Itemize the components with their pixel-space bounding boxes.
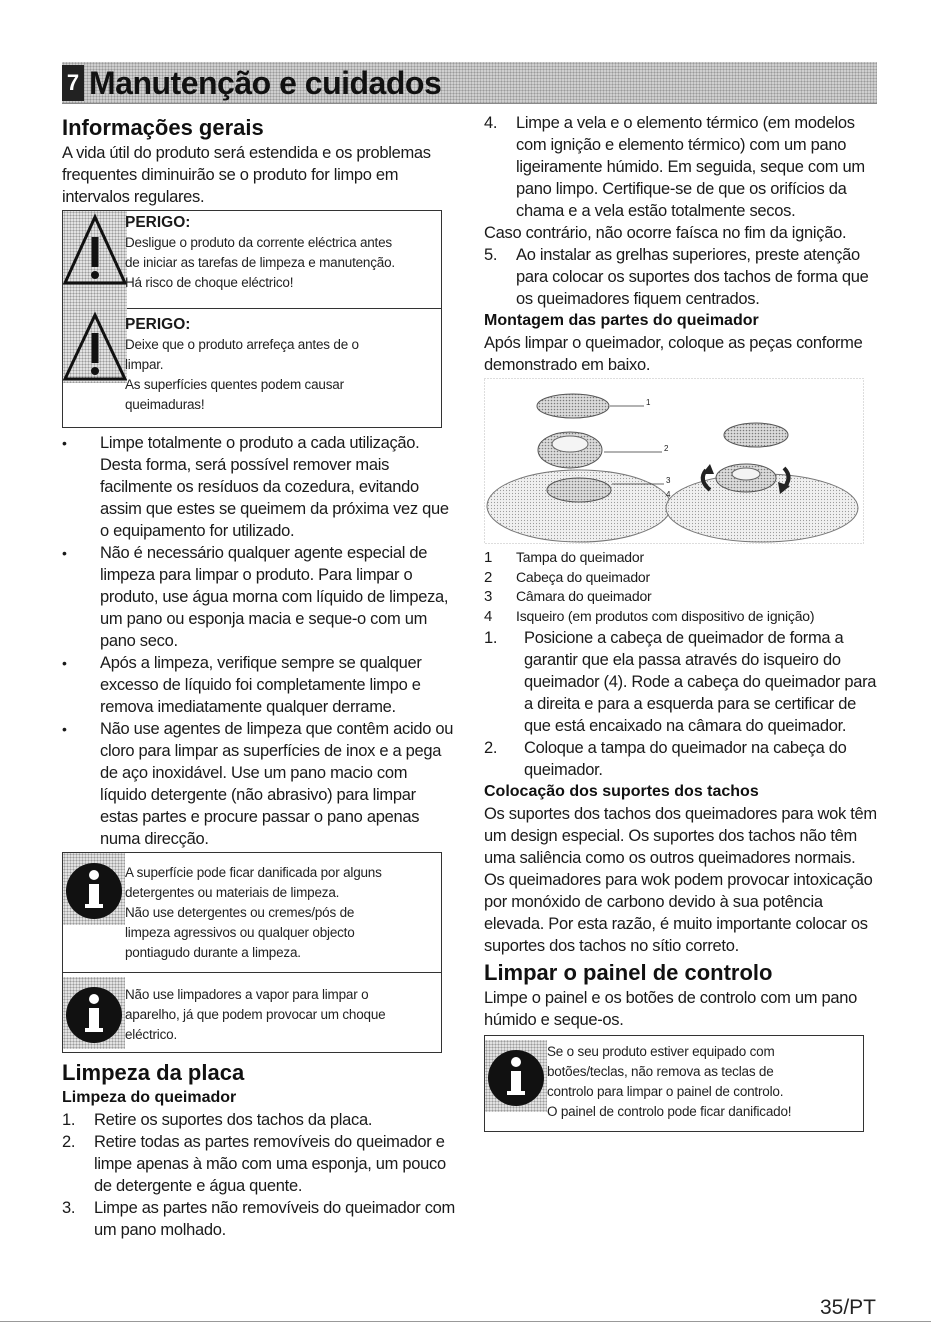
list-item: 4. Limpe a vela e o elemento térmico (em modelos com ignição e elemento térmico) com um pano ligeiramente húmido. Em seguida, seque com um pano limpo. Certifique-se de que os orifícios da chama e a vela estão totalmente secos.	[484, 114, 865, 220]
general-info-intro: A vida útil do produto será estendida e os problemas frequentes diminuirão se o produto for limpo em intervalos regulares.	[62, 144, 431, 206]
bottom-rule	[0, 1321, 931, 1322]
info-line: eléctrico.	[125, 1027, 178, 1042]
info-line: controlo para limpar o painel de controlo.	[547, 1084, 784, 1099]
control-panel-title: Limpar o painel de controlo	[484, 960, 773, 985]
assembly-steps	[484, 627, 877, 781]
pan-support-title: Colocação dos suportes dos tachos	[484, 783, 759, 800]
danger-title: PERIGO:	[125, 214, 191, 231]
chapter-header	[62, 62, 877, 104]
list-item: • Limpe totalmente o produto a cada utilização. Desta forma, será possível remover mais facilmente os resíduos da cozedura, evitando assim que estes se queimem da próxima vez que o equipamento for utilizado.	[62, 432, 457, 542]
burner-cleaning-steps	[62, 1109, 457, 1241]
info-icon	[485, 1040, 547, 1112]
info-line: Não use limpadores a vapor para limpar o	[125, 987, 369, 1002]
info-line: aparelho, já que podem provocar um choque	[125, 1007, 386, 1022]
list-item: 1. Posicione a cabeça de queimador de forma a garantir que ela passa através do isqueiro do queimador (4). Rode a cabeça do queimador para a direita e para a esquerda para se certificar de que está encaixado na câmara do queimador.	[484, 629, 877, 735]
danger-line: de iniciar as tarefas de limpeza e manutenção.	[125, 255, 395, 270]
legend-item: 1 Tampa do queimador	[484, 549, 644, 566]
hob-cleaning-title: Limpeza da placa	[62, 1060, 245, 1085]
legend-item: 3 Câmara do queimador	[484, 588, 652, 605]
danger-title: PERIGO:	[125, 316, 191, 333]
general-info-title: Informações gerais	[62, 115, 264, 140]
info-line: O painel de controlo pode ficar danificado!	[547, 1104, 792, 1119]
figure-label: 2	[664, 444, 669, 453]
assembly-intro: Após limpar o queimador, coloque as peças conforme demonstrado em baixo.	[484, 334, 863, 374]
list-item: 5. Ao instalar as grelhas superiores, preste atenção para colocar os suportes dos tachos de forma que os queimadores fiquem centrados.	[484, 246, 869, 308]
danger-line: Desligue o produto da corrente eléctrica antes	[125, 235, 392, 250]
danger-box-electric	[62, 210, 442, 309]
warning-icon	[63, 309, 127, 383]
danger-line: Há risco de choque eléctrico!	[125, 275, 294, 290]
chapter-number: 7	[62, 65, 84, 101]
danger-line: queimaduras!	[125, 397, 205, 412]
info-line: detergentes ou materiais de limpeza.	[125, 885, 340, 900]
danger-line: Deixe que o produto arrefeça antes de o	[125, 337, 359, 352]
info-box-steam	[62, 973, 442, 1053]
info-icon	[63, 977, 125, 1049]
figure-label: 3	[666, 476, 671, 485]
left-column	[62, 112, 457, 1241]
info-box-surface	[62, 852, 442, 973]
danger-box-hot	[62, 309, 442, 428]
info-icon	[63, 853, 125, 925]
list-item: 1. Retire os suportes dos tachos da placa.	[62, 1111, 373, 1129]
list-item: 2. Coloque a tampa do queimador na cabeça do queimador.	[484, 739, 847, 779]
figure-label: 1	[646, 398, 651, 407]
chapter-title: Manutenção e cuidados	[89, 65, 442, 101]
list-item: • Não é necessário qualquer agente especial de limpeza para limpar o produto. Para limpar o produto, use água morna com líquido de limpeza, um pano ou esponja macia e seque-o com um pano seco.	[62, 542, 457, 652]
burner-assembly-figure	[484, 378, 864, 544]
info-line: A superfície pode ficar danificada por alguns	[125, 865, 382, 880]
figure-label: 4	[666, 490, 671, 499]
list-item: • Após a limpeza, verifique sempre se qualquer excesso de líquido foi completamente limpo e remova imediatamente qualquer derrame.	[62, 652, 457, 718]
info-line: pontiagudo durante a limpeza.	[125, 945, 301, 960]
burner-cleaning-steps-cont	[484, 112, 877, 222]
info-line: Se o seu produto estiver equipado com	[547, 1044, 775, 1059]
burner-cleaning-title: Limpeza do queimador	[62, 1089, 237, 1106]
info-box-control	[484, 1035, 864, 1132]
legend-item: 4 Isqueiro (em produtos com dispositivo de ignição)	[484, 607, 815, 625]
list-item: 2. Retire todas as partes removíveis do queimador e limpe apenas à mão com uma esponja, um pouco de detergente e água quente.	[62, 1133, 446, 1195]
danger-line: As superfícies quentes podem causar	[125, 377, 344, 392]
cleaning-tips-list	[62, 432, 457, 850]
info-line: Não use detergentes ou cremes/pós de	[125, 905, 355, 920]
legend-item: 2 Cabeça do queimador	[484, 568, 650, 586]
warning-icon	[63, 211, 127, 310]
list-item: • Não use agentes de limpeza que contêm acido ou cloro para limpar as superfícies de inox e a pega de aço inoxidável. Use um pano macio com líquido detergente (não abrasivo) para limpar estas partes e procure passar o pano apenas numa direcção.	[62, 718, 457, 850]
assembly-title: Montagem das partes do queimador	[484, 312, 759, 329]
page-number: 35/PT	[819, 1296, 876, 1319]
right-column	[484, 112, 877, 1132]
pan-support-text: Os suportes dos tachos dos queimadores para wok têm um design especial. Os suportes dos tachos não têm uma saliência como os outros queimadores normais. Os queimadores para wok podem provocar intoxicação por monóxido de carbono devido à sua potência elevada. Por esta razão, é muito importante colocar os suportes dos tachos no sítio correto.	[484, 805, 877, 955]
control-panel-text: Limpe o painel e os botões de controlo com um pano húmido e seque-os.	[484, 989, 857, 1029]
info-line: botões/teclas, não remova as teclas de	[547, 1064, 774, 1079]
info-line: limpeza agressivos ou qualquer objecto	[125, 925, 355, 940]
list-item: 3. Limpe as partes não removíveis do queimador com um pano molhado.	[62, 1199, 456, 1239]
grate-step	[484, 244, 877, 310]
figure-legend	[484, 548, 877, 626]
danger-line: limpar.	[125, 357, 164, 372]
spark-note: Caso contrário, não ocorre faísca no fim da ignição.	[484, 224, 847, 242]
